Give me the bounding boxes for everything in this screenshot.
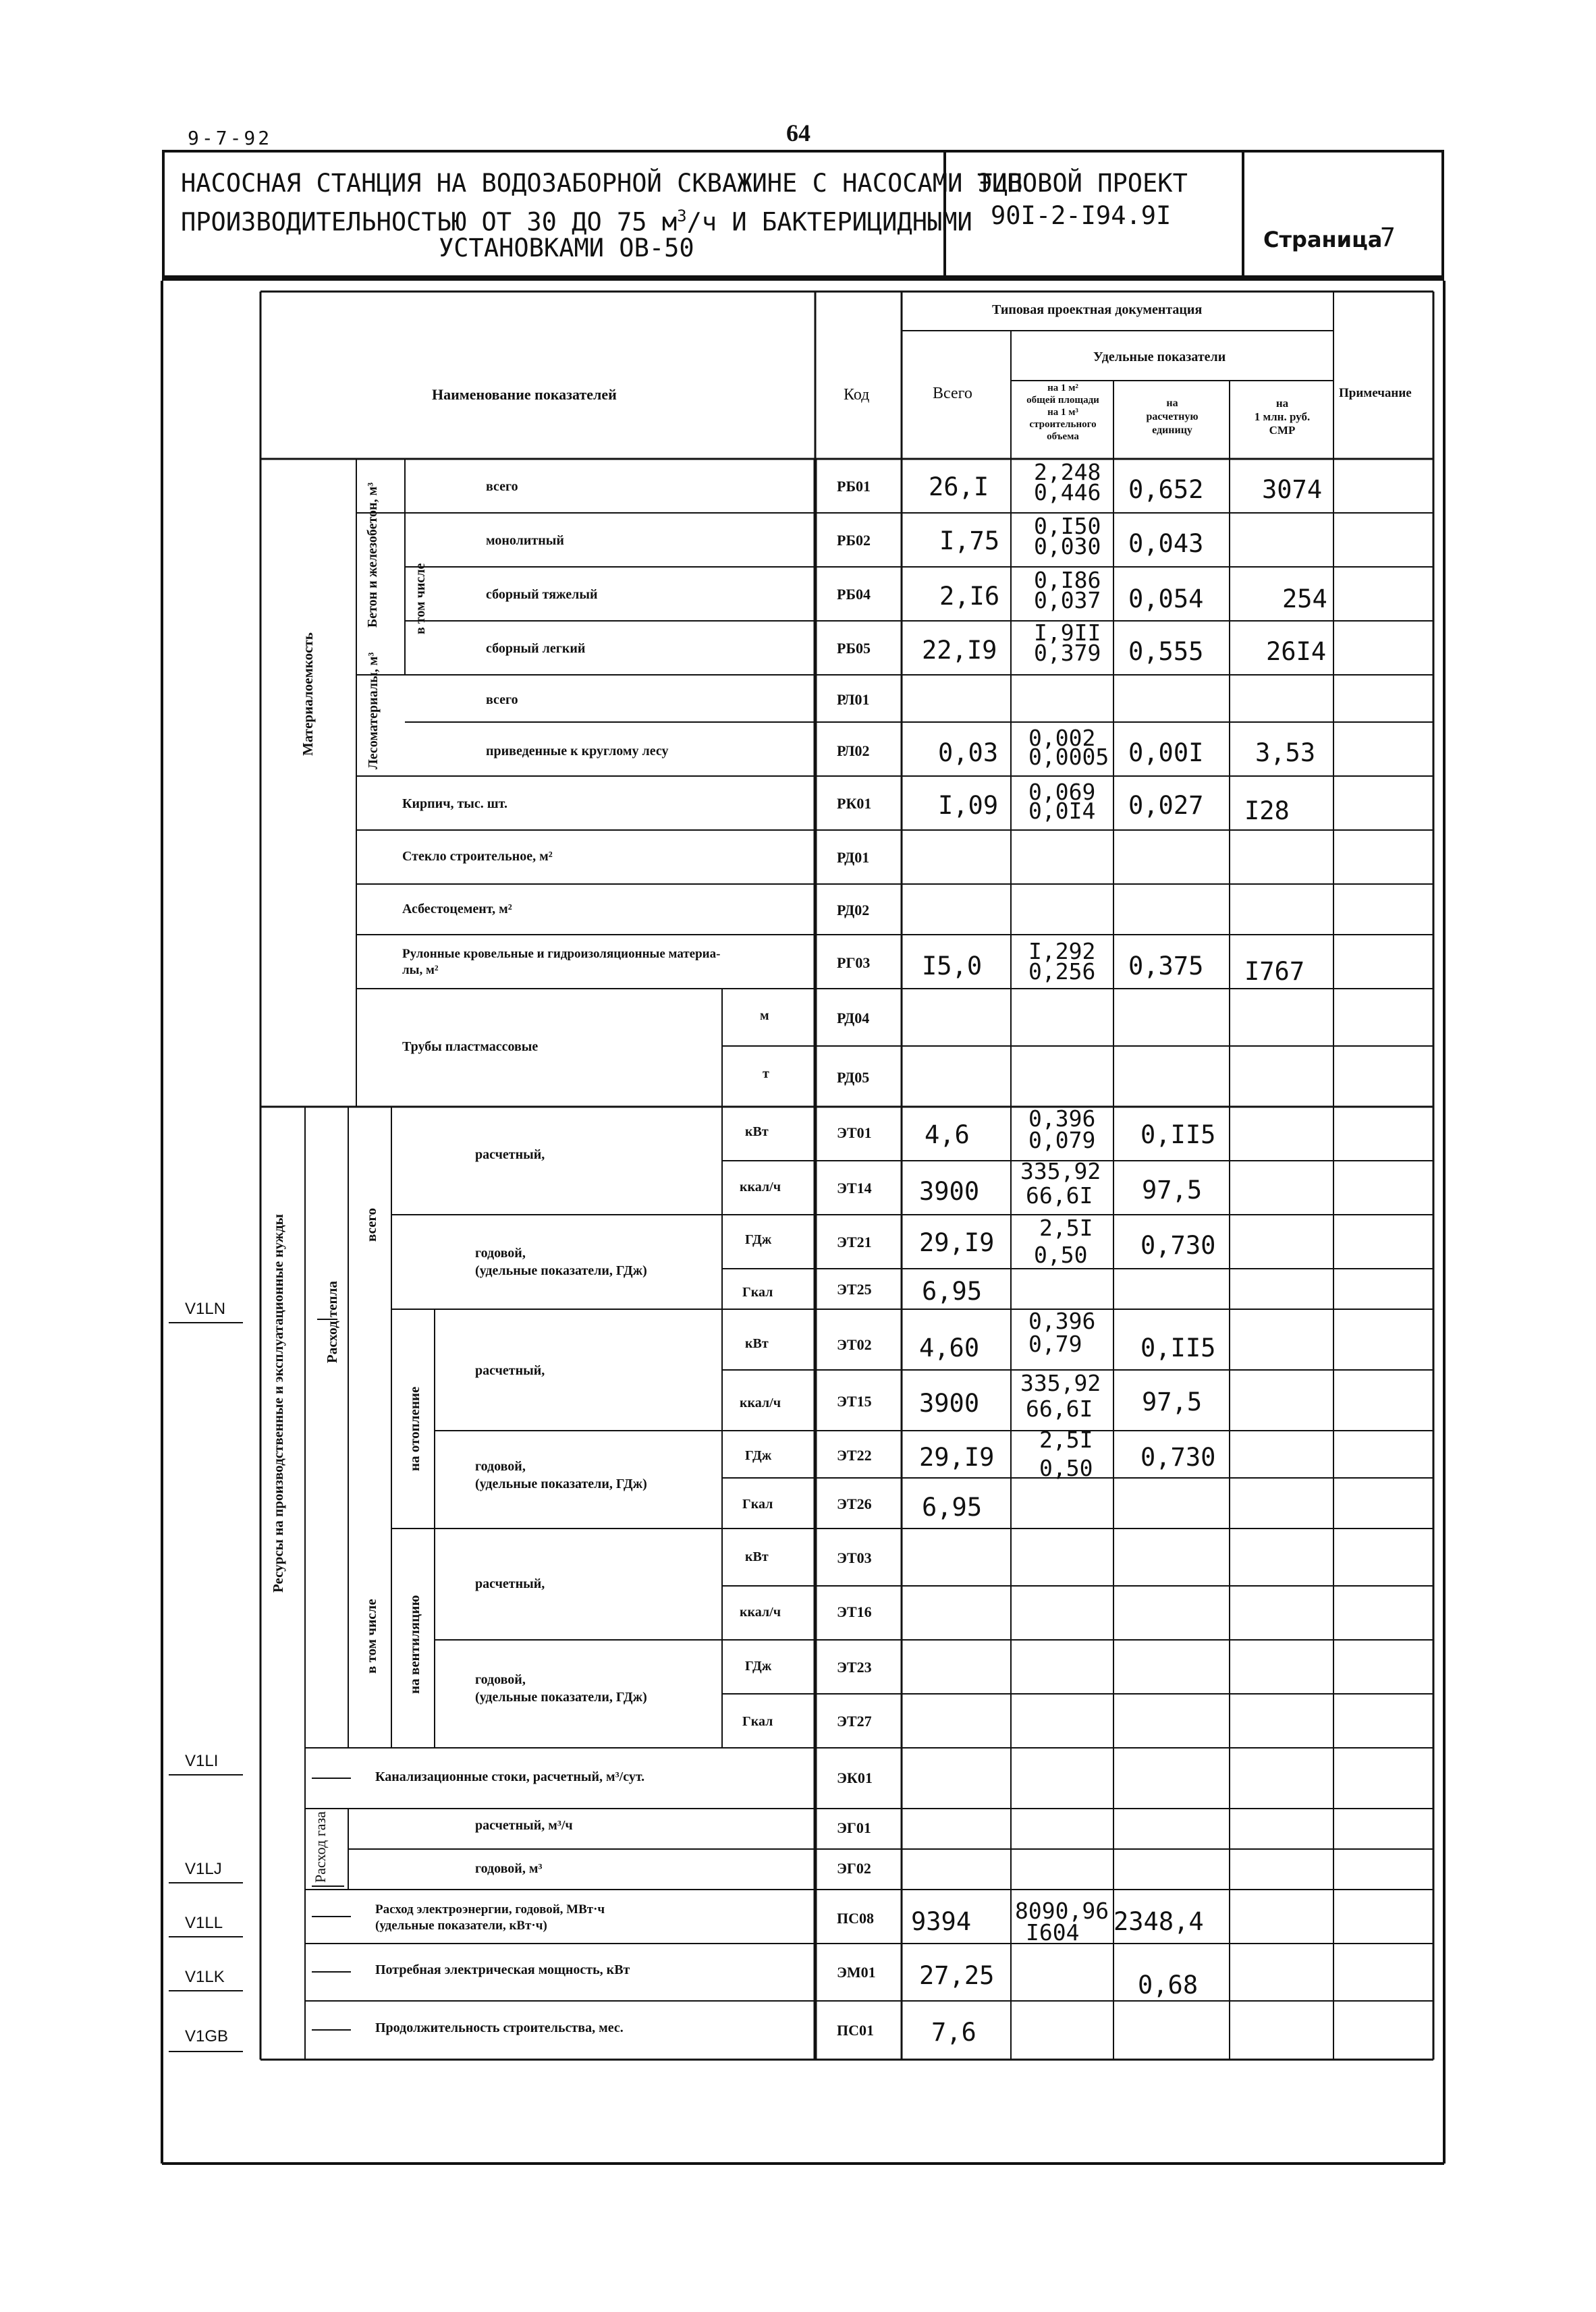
val-rk01-unit: 0,027 xyxy=(1128,791,1204,820)
val-et14-b: 66,6I xyxy=(1026,1182,1093,1209)
code-rb01: РБ01 xyxy=(837,478,871,495)
group-heating: на отопление xyxy=(406,1386,422,1471)
val-rl02-mln: 3,53 xyxy=(1255,738,1316,767)
val-rb05-mln: 26I4 xyxy=(1266,637,1327,666)
val-rb01-b: 0,446 xyxy=(1034,479,1101,505)
code-et27: ЭТ27 xyxy=(837,1713,872,1730)
unit-gj-3: ГДж xyxy=(745,1659,772,1674)
val-rk01-mln: I28 xyxy=(1244,796,1290,825)
val-et22-b: 0,50 xyxy=(1039,1455,1093,1481)
label-heating-calc: расчетный, xyxy=(475,1363,545,1378)
code-eg01: ЭГ01 xyxy=(837,1819,871,1836)
code-et16: ЭТ16 xyxy=(837,1603,872,1620)
code-ps08: ПС08 xyxy=(837,1910,874,1927)
code-rg03: РГ03 xyxy=(837,954,871,971)
val-et02-total: 4,60 xyxy=(919,1333,980,1363)
val-rb05-b: 0,379 xyxy=(1034,640,1101,666)
label-roll-materials: Рулонные кровельные и гидроизоляционные материа- лы, м² xyxy=(402,947,721,977)
val-et21-a: 2,5I xyxy=(1039,1215,1093,1241)
val-rb05-a: I,9II xyxy=(1034,620,1101,646)
code-et01: ЭТ01 xyxy=(837,1124,872,1141)
unit-gj-2: ГДж xyxy=(745,1448,772,1463)
val-rl02-b: 0,0005 xyxy=(1028,744,1109,770)
side-code-v1gb: V1GB xyxy=(185,2027,229,2045)
col-specific-header: Удельные показатели xyxy=(1093,350,1226,364)
val-et21-unit: 0,730 xyxy=(1140,1231,1216,1260)
col-per-m2-header: на 1 м² общей площади на 1 м³ строительного объема xyxy=(1026,383,1099,442)
unit-gcal-1: Гкал xyxy=(742,1285,773,1300)
val-et02-a: 0,396 xyxy=(1028,1308,1096,1334)
val-et22-unit: 0,730 xyxy=(1140,1443,1216,1472)
val-rb01-mln: 3074 xyxy=(1262,475,1323,504)
code-rb02: РБ02 xyxy=(837,532,871,549)
label-precast-light: сборный легкий xyxy=(486,641,586,656)
label-precast-heavy: сборный тяжелый xyxy=(486,587,598,602)
side-code-v1li: V1LI xyxy=(185,1752,219,1770)
val-rb04-b: 0,037 xyxy=(1034,587,1101,613)
label-timber-total: всего xyxy=(486,692,518,707)
label-heating-annual: годовой, (удельные показатели, ГДж) xyxy=(475,1459,647,1491)
val-em01-total: 27,25 xyxy=(919,1961,995,1990)
label-brick: Кирпич, тыс. шт. xyxy=(402,796,507,811)
val-rb01-total: 26,I xyxy=(929,472,989,501)
col-total-header: Всего xyxy=(933,385,972,402)
code-et25: ЭТ25 xyxy=(837,1281,872,1298)
code-et26: ЭТ26 xyxy=(837,1495,872,1512)
val-et01-a: 0,396 xyxy=(1028,1105,1096,1132)
label-gas-calc: расчетный, м³/ч xyxy=(475,1818,573,1833)
val-rb02-b: 0,030 xyxy=(1034,533,1101,559)
code-et22: ЭТ22 xyxy=(837,1447,872,1464)
label-power: Потребная электрическая мощность, кВт xyxy=(375,1962,630,1977)
label-vent-calc: расчетный, xyxy=(475,1576,545,1591)
label-gas-annual: годовой, м³ xyxy=(475,1861,543,1876)
col-group-header: Типовая проектная документация xyxy=(992,302,1203,317)
val-et15-total: 3900 xyxy=(919,1389,980,1418)
val-em01-unit: 0,68 xyxy=(1138,1971,1199,2000)
val-et15-unit: 97,5 xyxy=(1142,1387,1203,1416)
unit-gj-1: ГДж xyxy=(745,1232,772,1247)
unit-kcal-2: ккал/ч xyxy=(740,1396,781,1410)
label-vent-annual: годовой, (удельные показатели, ГДж) xyxy=(475,1672,647,1705)
val-rb04-a: 0,I86 xyxy=(1034,567,1101,593)
val-rk01-a: 0,069 xyxy=(1028,779,1096,805)
col-note-header: Примечание xyxy=(1339,386,1412,400)
label-heat-calc: расчетный, xyxy=(475,1147,545,1162)
code-et14: ЭТ14 xyxy=(837,1180,872,1196)
label-duration: Продолжительность строительства, мес. xyxy=(375,2020,624,2035)
val-et22-a: 2,5I xyxy=(1039,1427,1093,1453)
side-code-v1ll: V1LL xyxy=(185,1914,223,1932)
val-rl02-unit: 0,00I xyxy=(1128,738,1204,767)
unit-kw-2: кВт xyxy=(745,1336,769,1351)
val-rb02-total: I,75 xyxy=(939,526,1000,555)
val-ps01-total: 7,6 xyxy=(931,2018,976,2047)
val-et15-b: 66,6I xyxy=(1026,1396,1093,1422)
val-et02-unit: 0,II5 xyxy=(1140,1333,1216,1363)
val-rb02-unit: 0,043 xyxy=(1128,529,1204,558)
group-gas: Расход газа xyxy=(312,1811,329,1883)
val-rb01-unit: 0,652 xyxy=(1128,475,1204,504)
group-heat-incl: в том числе xyxy=(363,1599,379,1674)
code-ek01: ЭК01 xyxy=(837,1769,873,1786)
val-rk01-total: I,09 xyxy=(938,791,999,820)
group-concrete-incl: в том числе xyxy=(413,563,428,634)
group-resources: Ресурсы на производственные и эксплуатационные нужды xyxy=(270,1213,286,1593)
sheet-label: Страница xyxy=(1263,227,1383,252)
val-et01-unit: 0,II5 xyxy=(1140,1120,1216,1149)
label-asbestos: Асбестоцемент, м² xyxy=(402,902,512,916)
unit-kcal-1: ккал/ч xyxy=(740,1180,781,1194)
code-et03: ЭТ03 xyxy=(837,1549,872,1566)
val-et26-total: 6,95 xyxy=(922,1493,983,1522)
val-rb04-mln: 254 xyxy=(1282,584,1327,613)
doc-code: 9-7-92 xyxy=(188,127,273,149)
val-rl02-a: 0,002 xyxy=(1028,725,1096,751)
code-rl02: РЛ02 xyxy=(837,742,870,759)
val-ps08-a: 8090,96 xyxy=(1015,1898,1109,1924)
col-code-header: Код xyxy=(844,386,870,404)
code-rb05: РБ05 xyxy=(837,640,871,657)
side-code-v1lj: V1LJ xyxy=(185,1860,222,1878)
val-rb02-a: 0,I50 xyxy=(1034,513,1101,539)
val-et21-total: 29,I9 xyxy=(919,1228,995,1257)
val-et15-a: 335,92 xyxy=(1020,1370,1101,1396)
val-rb04-unit: 0,054 xyxy=(1128,584,1204,613)
val-et01-b: 0,079 xyxy=(1028,1127,1096,1153)
val-rb05-unit: 0,555 xyxy=(1128,637,1204,666)
title-line-3: УСТАНОВКАМИ ОВ-50 xyxy=(439,233,694,263)
label-heat-annual: годовой, (удельные показатели, ГДж) xyxy=(475,1246,647,1278)
code-em01: ЭМ01 xyxy=(837,1964,876,1981)
val-et22-total: 29,I9 xyxy=(919,1443,995,1472)
code-rd02: РД02 xyxy=(837,902,870,918)
unit-kw-1: кВт xyxy=(745,1124,769,1139)
group-ventilation: на вентиляцию xyxy=(406,1595,422,1694)
col-per-mln-header: на 1 млн. руб. СМР xyxy=(1254,397,1311,437)
code-rk01: РК01 xyxy=(837,795,872,812)
code-et23: ЭТ23 xyxy=(837,1659,872,1676)
code-eg02: ЭГ02 xyxy=(837,1860,871,1877)
val-rg03-mln: I767 xyxy=(1244,957,1305,986)
label-timber-reduced: приведенные к круглому лесу xyxy=(486,744,669,759)
col-name-header: Наименование показателей xyxy=(432,386,617,403)
code-et02: ЭТ02 xyxy=(837,1336,872,1353)
val-et21-b: 0,50 xyxy=(1034,1242,1088,1268)
unit-gcal-3: Гкал xyxy=(742,1714,773,1729)
label-sewage: Канализационные стоки, расчетный, м³/сут. xyxy=(375,1769,645,1784)
unit-gcal-2: Гкал xyxy=(742,1497,773,1512)
title-line-1: НАСОСНАЯ СТАНЦИЯ НА ВОДОЗАБОРНОЙ СКВАЖИНЕ С НАСОСАМИ ЭЦВ xyxy=(181,169,1023,198)
val-rg03-b: 0,256 xyxy=(1028,958,1096,985)
label-glass: Стекло строительное, м² xyxy=(402,849,553,864)
side-code-v1lk: V1LK xyxy=(185,1968,225,1986)
sheet-number: 7 xyxy=(1380,223,1396,252)
val-rg03-unit: 0,375 xyxy=(1128,952,1204,981)
group-timber: Лесоматериалы, м³ xyxy=(366,652,381,769)
val-rb01-a: 2,248 xyxy=(1034,459,1101,485)
project-label: ТИПОВОЙ ПРОЕКТ xyxy=(977,169,1188,198)
val-rg03-total: I5,0 xyxy=(922,952,983,981)
val-et02-b: 0,79 xyxy=(1028,1331,1082,1357)
code-rd05: РД05 xyxy=(837,1069,870,1086)
val-rl02-total: 0,03 xyxy=(938,738,999,767)
val-rk01-b: 0,0I4 xyxy=(1028,798,1096,824)
group-heat-total: всего xyxy=(363,1207,379,1242)
label-concrete-total: всего xyxy=(486,479,518,494)
group-material: Материалоемкость xyxy=(300,632,316,756)
code-rl01: РЛ01 xyxy=(837,691,870,708)
label-pipes: Трубы пластмассовые xyxy=(402,1039,539,1054)
val-ps08-total: 9394 xyxy=(911,1907,972,1936)
title-line-2: ПРОИЗВОДИТЕЛЬНОСТЬЮ ОТ 30 ДО 75 $м^3/ч$ И БАКТЕРИЦИДНЫМИ xyxy=(181,207,972,237)
label-unit-t: т xyxy=(763,1066,769,1081)
page-number: 64 xyxy=(786,119,810,146)
code-et21: ЭТ21 xyxy=(837,1234,872,1250)
label-unit-m: м xyxy=(760,1008,769,1023)
label-electricity: Расход электроэнергии, годовой, МВт·ч (удельные показатели, кВт·ч) xyxy=(375,1902,605,1933)
group-heat: Расход тепла xyxy=(324,1281,340,1363)
side-code-v1ln: V1LN xyxy=(185,1300,226,1318)
unit-kcal-3: ккал/ч xyxy=(740,1605,781,1620)
val-et01-total: 4,6 xyxy=(925,1120,970,1149)
group-concrete: Бетон и железобетон, м³ xyxy=(365,482,380,628)
val-et25-total: 6,95 xyxy=(922,1277,983,1306)
val-et14-unit: 97,5 xyxy=(1142,1176,1203,1205)
label-monolithic: монолитный xyxy=(486,533,564,548)
code-ps01: ПС01 xyxy=(837,2022,874,2039)
val-rb04-total: 2,I6 xyxy=(939,582,1000,611)
val-et14-a: 335,92 xyxy=(1020,1158,1101,1184)
val-rb05-total: 22,I9 xyxy=(922,636,997,665)
val-et14-total: 3900 xyxy=(919,1177,980,1206)
code-rb04: РБ04 xyxy=(837,586,871,603)
code-rd01: РД01 xyxy=(837,849,870,866)
col-per-unit-header: на расчетную единицу xyxy=(1146,397,1199,436)
val-ps08-b: I604 xyxy=(1026,1919,1080,1946)
project-number: 90I-2-I94.9I xyxy=(991,201,1172,230)
code-et15: ЭТ15 xyxy=(837,1393,872,1410)
val-ps08-unit: 2348,4 xyxy=(1113,1907,1204,1936)
val-rg03-a: I,292 xyxy=(1028,938,1096,964)
unit-kw-3: кВт xyxy=(745,1549,769,1564)
code-rd04: РД04 xyxy=(837,1010,870,1026)
